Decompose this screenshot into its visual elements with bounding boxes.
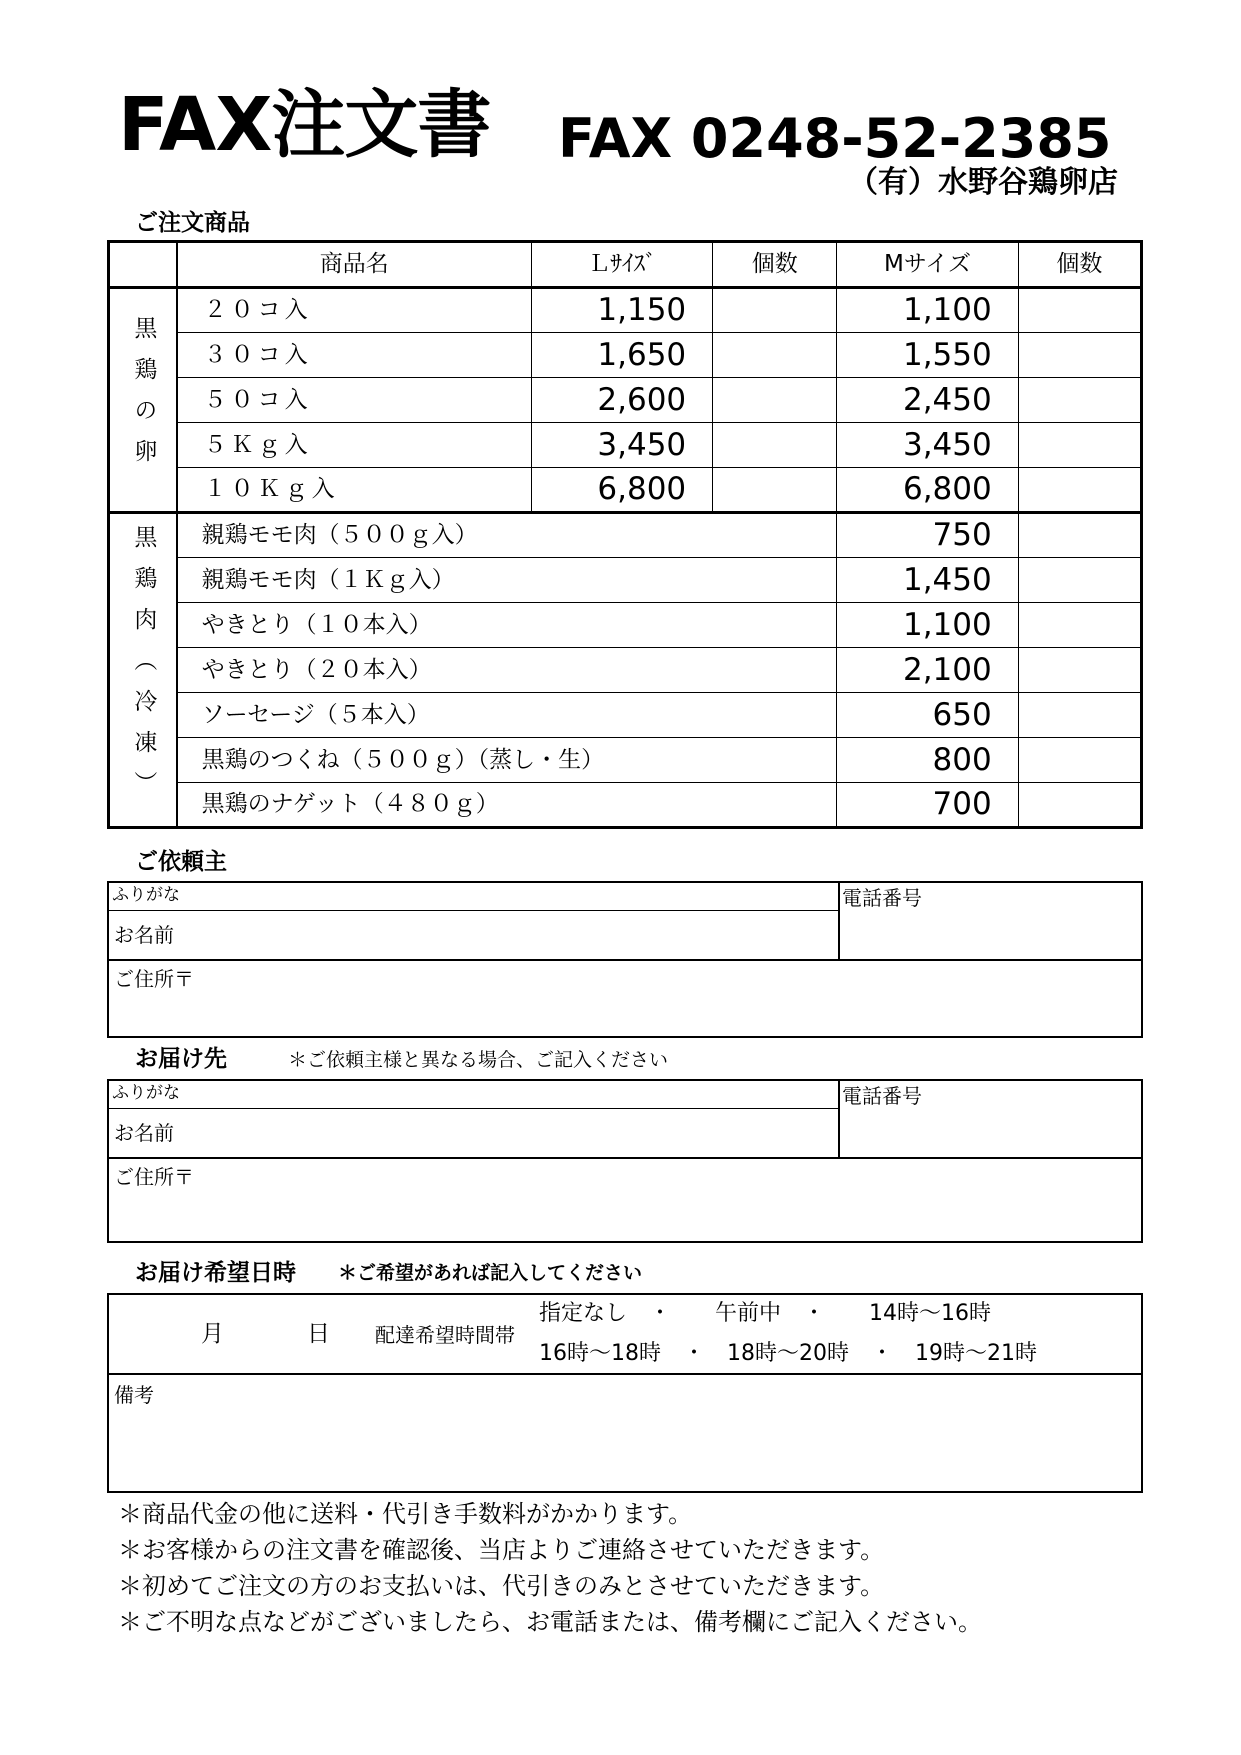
price: 2,100: [837, 648, 1018, 693]
m-price: 2,450: [837, 378, 1018, 423]
product-name: ５Ｋｇ入: [177, 423, 532, 468]
table-row: [109, 603, 1142, 648]
l-price: 1,150: [531, 288, 712, 333]
column-header-m-qty: 個数: [1018, 242, 1141, 288]
recipient-address-label: ご住所〒: [114, 1165, 194, 1189]
time-options-row1[interactable]: 指定なし ・ 午前中 ・ 14時～16時: [539, 1301, 991, 1326]
table-row: [109, 288, 1142, 333]
table-row: [109, 378, 1142, 423]
requester-name-label: お名前: [114, 923, 174, 947]
egg-category: [109, 288, 177, 513]
recipient-furigana-label: ふりがな: [112, 1083, 180, 1103]
remarks-divider: [109, 1373, 1141, 1375]
l-qty-field[interactable]: [713, 423, 837, 468]
meat-category-label: 黒鶏肉︵冷凍︶: [130, 524, 157, 812]
column-header-m-size: Mサイズ: [837, 242, 1018, 288]
price: 1,450: [837, 558, 1018, 603]
product-name: ソーセージ（５本入）: [177, 693, 837, 738]
price: 800: [837, 738, 1018, 783]
price: 700: [837, 783, 1018, 828]
delivery-note: ＊ご希望があれば記入してください: [338, 1262, 643, 1284]
product-name: ２０コ入: [177, 288, 532, 333]
delivery-heading: お届け希望日時: [135, 1260, 296, 1286]
l-qty-field[interactable]: [713, 378, 837, 423]
table-row: [109, 333, 1142, 378]
delivery-box: [107, 1293, 1143, 1493]
qty-field[interactable]: [1018, 603, 1141, 648]
m-qty-field[interactable]: [1018, 333, 1141, 378]
price: 750: [837, 513, 1018, 558]
product-name: １０Ｋｇ入: [177, 468, 532, 513]
requester-furigana-label: ふりがな: [112, 885, 180, 905]
category-header: [109, 242, 177, 288]
time-options-row2[interactable]: 16時～18時 ・ 18時～20時 ・ 19時～21時: [539, 1341, 1037, 1366]
phone-divider: [838, 1081, 840, 1158]
l-qty-field[interactable]: [713, 288, 837, 333]
price: 1,100: [837, 603, 1018, 648]
table-row: [109, 513, 1142, 558]
l-qty-field[interactable]: [713, 468, 837, 513]
requester-box: [107, 881, 1143, 1038]
table-row: [109, 738, 1142, 783]
phone-divider: [838, 883, 840, 960]
recipient-note: ＊ご依頼主様と異なる場合、ご記入ください: [288, 1049, 669, 1071]
qty-field[interactable]: [1018, 738, 1141, 783]
product-name: 黒鶏のナゲット（４８０ｇ）: [177, 783, 837, 828]
table-row: [109, 693, 1142, 738]
remarks-label: 備考: [114, 1383, 154, 1407]
table-header-row: [109, 242, 1142, 288]
product-name: 黒鶏のつくね（５００ｇ）（蒸し・生）: [177, 738, 837, 783]
product-name: 親鶏モモ肉（５００ｇ入）: [177, 513, 837, 558]
column-header-l-size: Ｌｻｲｽﾞ: [531, 242, 712, 288]
address-divider: [109, 959, 1141, 961]
m-price: 6,800: [837, 468, 1018, 513]
qty-field[interactable]: [1018, 648, 1141, 693]
shop-name: （有）水野谷鶏卵店: [848, 165, 1118, 200]
furigana-divider: [109, 1108, 838, 1109]
qty-field[interactable]: [1018, 783, 1141, 828]
qty-field[interactable]: [1018, 558, 1141, 603]
qty-field[interactable]: [1018, 693, 1141, 738]
order-heading: ご注文商品: [135, 210, 250, 236]
m-qty-field[interactable]: [1018, 288, 1141, 333]
order-table: [107, 240, 1143, 829]
meat-category: [109, 513, 177, 828]
l-price: 6,800: [531, 468, 712, 513]
l-price: 3,450: [531, 423, 712, 468]
egg-category-label: 黒鶏の卵: [130, 316, 157, 480]
form-title: FAX注文書: [118, 82, 491, 168]
fax-number: FAX 0248-52-2385: [558, 107, 1112, 170]
recipient-box: [107, 1079, 1143, 1243]
product-name: やきとり（１０本入）: [177, 603, 837, 648]
requester-phone-label: 電話番号: [842, 886, 922, 910]
l-qty-field[interactable]: [713, 333, 837, 378]
product-name: 親鶏モモ肉（１Ｋｇ入）: [177, 558, 837, 603]
m-qty-field[interactable]: [1018, 468, 1141, 513]
product-name: ５０コ入: [177, 378, 532, 423]
product-name: ３０コ入: [177, 333, 532, 378]
m-qty-field[interactable]: [1018, 423, 1141, 468]
footer-note: ＊商品代金の他に送料・代引き手数料がかかります。: [118, 1500, 693, 1528]
month-label: 月: [201, 1321, 224, 1347]
requester-address-label: ご住所〒: [114, 967, 194, 991]
table-row: [109, 648, 1142, 693]
m-price: 1,100: [837, 288, 1018, 333]
m-price: 3,450: [837, 423, 1018, 468]
table-row: [109, 558, 1142, 603]
recipient-heading: お届け先: [135, 1046, 227, 1072]
furigana-divider: [109, 910, 838, 911]
qty-field[interactable]: [1018, 513, 1141, 558]
recipient-name-label: お名前: [114, 1121, 174, 1145]
column-header-l-qty: 個数: [713, 242, 837, 288]
table-row: [109, 468, 1142, 513]
footer-note: ＊初めてご注文の方のお支払いは、代引きのみとさせていただきます。: [118, 1572, 885, 1600]
footer-note: ＊ご不明な点などがございましたら、お電話または、備考欄にご記入ください。: [118, 1608, 982, 1636]
l-price: 1,650: [531, 333, 712, 378]
product-name: やきとり（２０本入）: [177, 648, 837, 693]
m-qty-field[interactable]: [1018, 378, 1141, 423]
l-price: 2,600: [531, 378, 712, 423]
table-row: [109, 423, 1142, 468]
footer-note: ＊お客様からの注文書を確認後、当店よりご連絡させていただきます。: [118, 1536, 885, 1564]
recipient-phone-label: 電話番号: [842, 1084, 922, 1108]
day-label: 日: [307, 1321, 330, 1347]
table-row: [109, 783, 1142, 828]
column-header-product: 商品名: [177, 242, 532, 288]
time-slot-label: 配達希望時間帯: [375, 1323, 515, 1347]
price: 650: [837, 693, 1018, 738]
m-price: 1,550: [837, 333, 1018, 378]
requester-heading: ご依頼主: [135, 849, 227, 875]
address-divider: [109, 1157, 1141, 1159]
